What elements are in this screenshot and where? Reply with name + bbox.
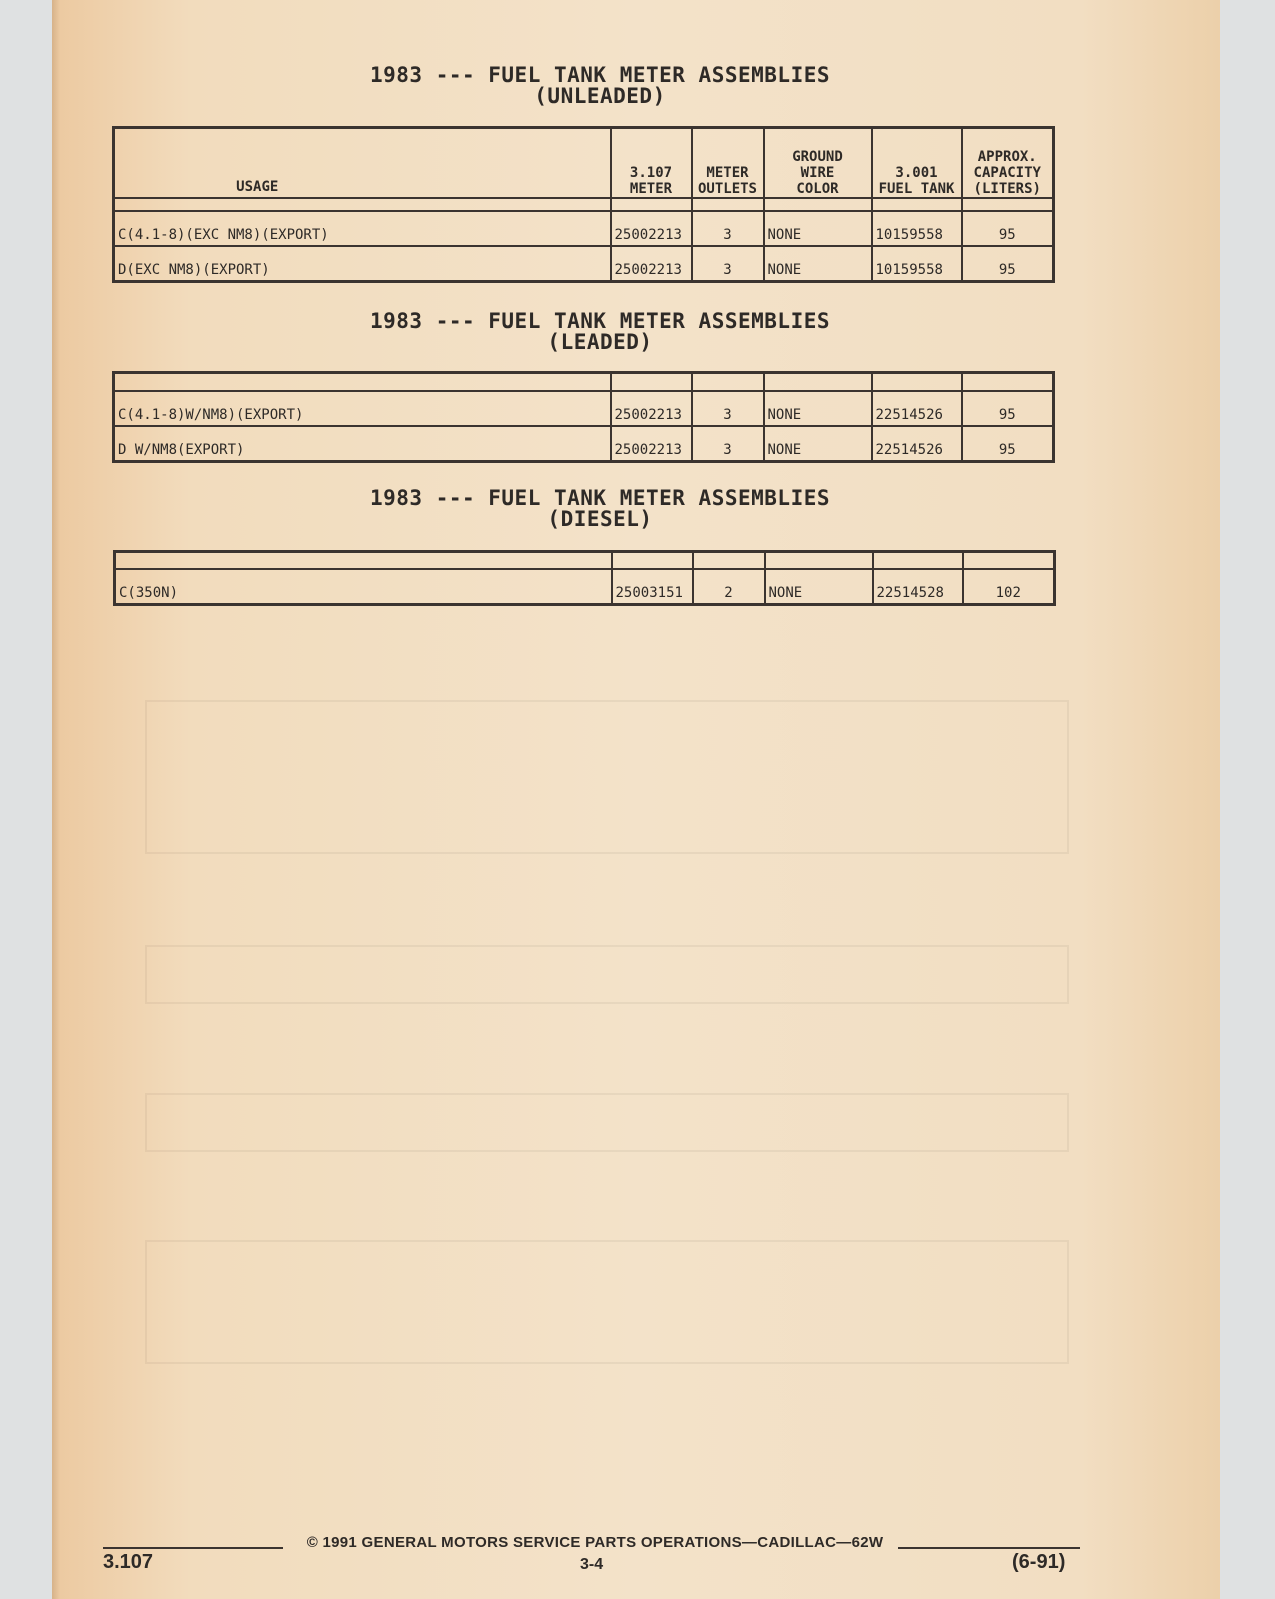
capacity-cell: 95: [962, 246, 1054, 282]
capacity-cell: 102: [963, 569, 1055, 605]
footer-page-number: 3-4: [580, 1556, 604, 1573]
tank-cell: 10159558: [872, 211, 962, 246]
outlets-header: [692, 128, 764, 198]
footer-rule-left: [103, 1547, 283, 1549]
bleed-through-box: [145, 700, 1069, 854]
capacity-header-line: APPROX.: [977, 148, 1037, 165]
meter-cell: 25002213: [611, 426, 692, 462]
outlets-header-line: OUTLETS: [697, 180, 757, 197]
capacity-cell: 95: [962, 391, 1054, 426]
table-row: [114, 426, 1054, 462]
tank-header-line: FUEL TANK: [878, 180, 955, 197]
section-title-diesel: [240, 488, 960, 530]
spacer-row: [115, 552, 1055, 570]
bleed-through-box: [145, 945, 1069, 1004]
section-title: 1983 --- FUEL TANK METER ASSEMBLIES: [369, 63, 830, 87]
tank-header: [872, 128, 962, 198]
capacity-header-line: CAPACITY: [973, 164, 1041, 181]
footer-rule-right: [898, 1547, 1080, 1549]
ground-header: [764, 128, 872, 198]
ground-cell: NONE: [764, 246, 872, 282]
outlets-cell: 3: [692, 391, 764, 426]
footer-date: (6-91): [1012, 1551, 1066, 1573]
spacer-row: [114, 198, 1054, 211]
usage-cell: D(EXC NM8)(EXPORT): [114, 246, 611, 282]
usage-cell: D W/NM8(EXPORT): [114, 426, 611, 462]
capacity-cell: 95: [962, 211, 1054, 246]
diesel-table: [113, 550, 1056, 606]
outlets-cell: 3: [692, 426, 764, 462]
table-row: [114, 391, 1054, 426]
outlets-cell: 3: [692, 211, 764, 246]
header-row: [114, 128, 1054, 198]
footer-copyright: © 1991 GENERAL MOTORS SERVICE PARTS OPERATIONS—CADILLAC—62W: [306, 1534, 884, 1551]
tank-cell: 22514528: [873, 569, 963, 605]
unleaded-table: [112, 126, 1055, 283]
usage-cell: C(350N): [115, 569, 612, 605]
table-row: [115, 569, 1055, 605]
footer-section-number: 3.107: [103, 1551, 154, 1573]
ground-header-line: WIRE: [800, 164, 835, 181]
tank-cell: 10159558: [872, 246, 962, 282]
tank-cell: 22514526: [872, 426, 962, 462]
ground-cell: NONE: [765, 569, 873, 605]
section-title-unleaded: [240, 65, 960, 107]
meter-cell: 25002213: [611, 246, 692, 282]
table-row: [114, 211, 1054, 246]
capacity-cell: 95: [962, 426, 1054, 462]
tank-cell: 22514526: [872, 391, 962, 426]
ground-cell: NONE: [764, 426, 872, 462]
bleed-through-box: [145, 1093, 1069, 1152]
section-title: 1983 --- FUEL TANK METER ASSEMBLIES: [369, 486, 830, 510]
meter-header-line: METER: [629, 180, 673, 197]
outlets-cell: 3: [692, 246, 764, 282]
leaded-table: [112, 371, 1055, 463]
outlets-cell: 2: [693, 569, 765, 605]
tank-header-line: 3.001: [895, 164, 938, 181]
ground-header-line: COLOR: [796, 180, 839, 197]
meter-cell: 25003151: [612, 569, 693, 605]
section-subtitle: (UNLEADED): [534, 84, 666, 108]
ground-cell: NONE: [764, 391, 872, 426]
section-subtitle: (LEADED): [547, 330, 653, 354]
ground-header-line: GROUND: [792, 148, 843, 165]
table-row: [114, 246, 1054, 282]
section-title-leaded: [240, 311, 960, 353]
meter-cell: 25002213: [611, 211, 692, 246]
outlets-header-line: METER: [706, 164, 749, 181]
section-title: 1983 --- FUEL TANK METER ASSEMBLIES: [369, 309, 830, 333]
capacity-header: [962, 128, 1054, 198]
page-edge-shadow: [52, 0, 60, 1599]
meter-cell: 25002213: [611, 391, 692, 426]
usage-cell: C(4.1-8)W/NM8)(EXPORT): [114, 391, 611, 426]
spacer-row: [114, 373, 1054, 392]
usage-cell: C(4.1-8)(EXC NM8)(EXPORT): [114, 211, 611, 246]
bleed-through-box: [145, 1240, 1069, 1364]
meter-header: [611, 128, 692, 198]
ground-cell: NONE: [764, 211, 872, 246]
meter-header-line: 3.107: [629, 164, 673, 181]
section-subtitle: (DIESEL): [547, 507, 653, 531]
capacity-header-line: (LITERS): [973, 180, 1041, 197]
usage-header: USAGE: [114, 128, 611, 198]
